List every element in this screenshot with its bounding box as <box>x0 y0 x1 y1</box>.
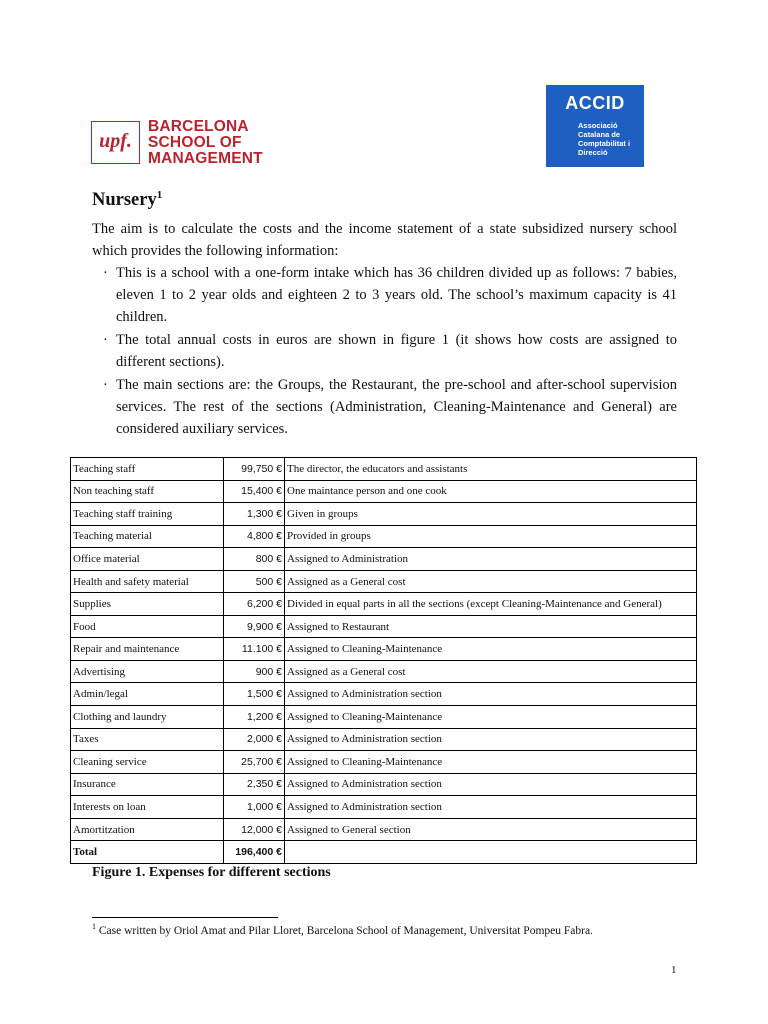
upf-logo-text <box>148 119 263 167</box>
figure-caption: Figure 1. Expenses for different sections <box>92 865 331 880</box>
cost-item-cell: Admin/legal <box>71 683 224 706</box>
cost-amount-cell: 99,750 € <box>224 458 285 481</box>
cost-item-cell: Taxes <box>71 728 224 751</box>
cost-item-cell: Health and safety material <box>71 570 224 593</box>
cost-item-cell: Cleaning service <box>71 751 224 774</box>
cost-amount-cell: 9,900 € <box>224 615 285 638</box>
cost-note-cell: Assigned to Administration <box>285 548 697 571</box>
cost-amount-cell: 1,200 € <box>224 706 285 729</box>
footnote-text: Case written by Oriol Amat and Pilar Lloret, Barcelona School of Management, Universitat Pompeu Fabra. <box>98 924 593 937</box>
table-row <box>71 480 697 503</box>
cost-amount-cell: 11.100 € <box>224 638 285 661</box>
info-bullet-list <box>92 262 677 441</box>
bullet-dot: · <box>103 265 108 281</box>
table-row <box>71 773 697 796</box>
table-row <box>71 706 697 729</box>
cost-item-cell: Interests on loan <box>71 796 224 819</box>
bullet-item <box>92 262 677 328</box>
bullet-item <box>92 374 677 440</box>
cost-amount-cell: 900 € <box>224 660 285 683</box>
cost-item-cell: Supplies <box>71 593 224 616</box>
cost-amount-cell: 4,800 € <box>224 525 285 548</box>
cost-amount-cell: 500 € <box>224 570 285 593</box>
cost-item-cell: Food <box>71 615 224 638</box>
table-row <box>71 593 697 616</box>
cost-note-cell: Assigned to Administration section <box>285 796 697 819</box>
cost-item-cell: Clothing and laundry <box>71 706 224 729</box>
cost-note-cell: Assigned to Administration section <box>285 728 697 751</box>
accid-logo-title: ACCID <box>565 93 625 113</box>
bullet-item <box>92 329 677 373</box>
page-number: 1 <box>671 964 677 976</box>
cost-item-cell: Teaching material <box>71 525 224 548</box>
intro-paragraph: The aim is to calculate the costs and the income statement of a state subsidized nursery school which provides the following information: <box>92 221 677 259</box>
cost-note-cell: Assigned to Administration section <box>285 773 697 796</box>
total-note-cell <box>285 841 697 864</box>
cost-note-cell: Assigned to Restaurant <box>285 615 697 638</box>
cost-amount-cell: 1,300 € <box>224 503 285 526</box>
bullet-text: The main sections are: the Groups, the Restaurant, the pre-school and after-school supervision services. The rest of the sections (Administration, Cleaning-Maintenance and General) are considered auxiliary services. <box>116 377 677 437</box>
footnote-divider <box>92 917 278 918</box>
bullet-text: This is a school with a one-form intake which has 36 children divided up as follows: 7 babies, eleven 1 to 2 year olds and eighteen 2 to 3 years old. The school’s maximum capacity is 41 children. <box>116 265 677 325</box>
cost-note-cell: Assigned to Cleaning-Maintenance <box>285 638 697 661</box>
table-row <box>71 570 697 593</box>
accid-line2: Catalana de <box>578 130 621 139</box>
cost-note-cell: Assigned as a General cost <box>285 660 697 683</box>
accid-line1: Associació <box>578 121 618 130</box>
accid-logo-subtitle <box>578 121 638 157</box>
cost-amount-cell: 1,500 € <box>224 683 285 706</box>
table-row <box>71 548 697 571</box>
cost-note-cell: Divided in equal parts in all the sections (except Cleaning-Maintenance and General) <box>285 593 697 616</box>
upf-logo-line1: BARCELONA <box>148 118 249 135</box>
table-row <box>71 503 697 526</box>
footnote-ref: 1 <box>92 922 96 931</box>
cost-amount-cell: 6,200 € <box>224 593 285 616</box>
cost-note-cell: Provided in groups <box>285 525 697 548</box>
cost-item-cell: Amortitzation <box>71 818 224 841</box>
table-row <box>71 660 697 683</box>
cost-note-cell: Assigned as a General cost <box>285 570 697 593</box>
page-title <box>92 189 162 211</box>
cost-amount-cell: 2,350 € <box>224 773 285 796</box>
cost-item-cell: Teaching staff training <box>71 503 224 526</box>
cost-note-cell: Assigned to General section <box>285 818 697 841</box>
upf-logo-line3: MANAGEMENT <box>148 150 263 167</box>
bullet-text: The total annual costs in euros are shown in figure 1 (it shows how costs are assigned to different sections). <box>116 332 677 370</box>
cost-item-cell: Non teaching staff <box>71 480 224 503</box>
table-row <box>71 818 697 841</box>
table-row <box>71 796 697 819</box>
expenses-table <box>70 457 697 864</box>
upf-logo-line2: SCHOOL OF <box>148 134 242 151</box>
table-row <box>71 615 697 638</box>
table-row <box>71 751 697 774</box>
total-label-cell: Total <box>71 841 224 864</box>
upf-logo-mark: upf. <box>91 121 140 164</box>
title-text: Nursery <box>92 190 157 211</box>
table-row <box>71 525 697 548</box>
table-total-row <box>71 841 697 864</box>
accid-line4: Direcció <box>578 148 608 157</box>
cost-amount-cell: 1,000 € <box>224 796 285 819</box>
cost-note-cell: The director, the educators and assistants <box>285 458 697 481</box>
cost-amount-cell: 25,700 € <box>224 751 285 774</box>
cost-amount-cell: 15,400 € <box>224 480 285 503</box>
cost-note-cell: Assigned to Cleaning-Maintenance <box>285 751 697 774</box>
cost-note-cell: Assigned to Administration section <box>285 683 697 706</box>
footnote <box>92 922 593 937</box>
table-row <box>71 728 697 751</box>
bullet-dot: · <box>103 377 108 393</box>
table-row <box>71 458 697 481</box>
title-footnote-ref: 1 <box>156 189 163 201</box>
cost-amount-cell: 800 € <box>224 548 285 571</box>
cost-note-cell: Given in groups <box>285 503 697 526</box>
bullet-dot: · <box>103 332 108 348</box>
cost-item-cell: Teaching staff <box>71 458 224 481</box>
cost-amount-cell: 2,000 € <box>224 728 285 751</box>
cost-amount-cell: 12,000 € <box>224 818 285 841</box>
cost-note-cell: Assigned to Cleaning-Maintenance <box>285 706 697 729</box>
cost-item-cell: Insurance <box>71 773 224 796</box>
expenses-table-body <box>71 458 697 864</box>
cost-note-cell: One maintance person and one cook <box>285 480 697 503</box>
cost-item-cell: Repair and maintenance <box>71 638 224 661</box>
table-row <box>71 683 697 706</box>
table-row <box>71 638 697 661</box>
accid-logo <box>546 85 644 167</box>
cost-item-cell: Advertising <box>71 660 224 683</box>
total-amount-cell: 196,400 € <box>224 841 285 864</box>
cost-item-cell: Office material <box>71 548 224 571</box>
upf-barcelona-school-of-management-logo <box>91 119 276 171</box>
accid-line3: Comptabilitat i <box>578 139 631 148</box>
